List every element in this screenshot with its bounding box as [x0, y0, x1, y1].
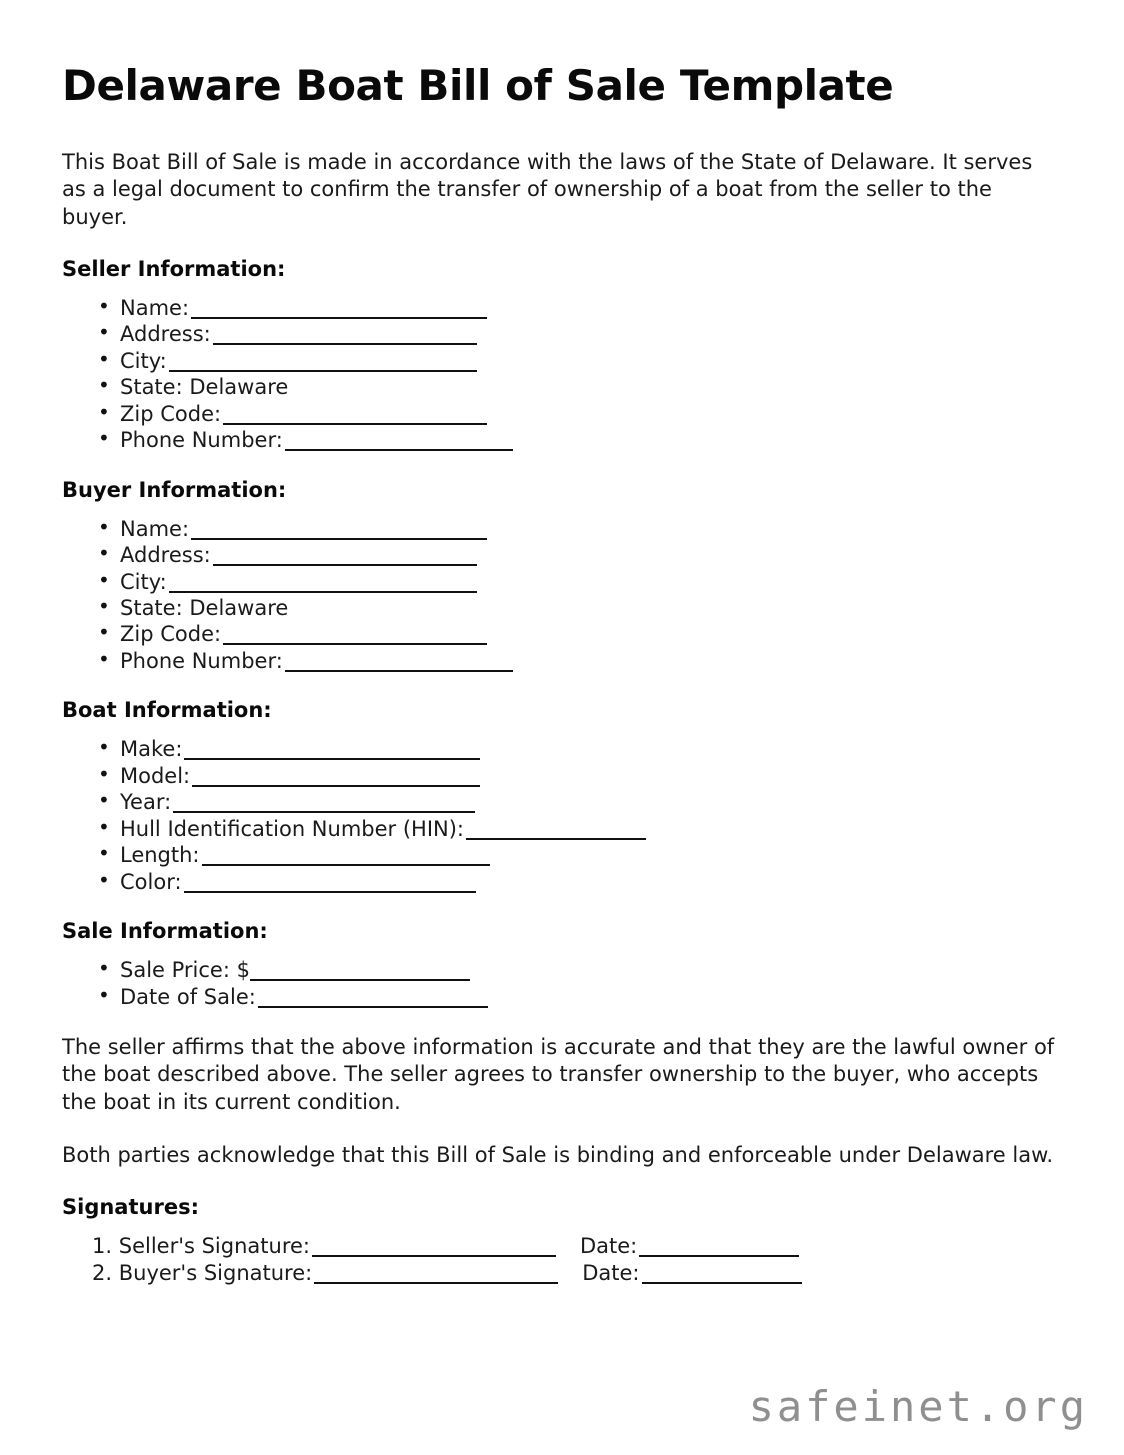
field-label-buyer-name: Name:	[120, 516, 190, 541]
buyer-signature-label: Buyer's Signature:	[118, 1261, 313, 1286]
affirmation-paragraph: The seller affirms that the above information is accurate and that they are the lawful owner of the boat described above. The seller agrees to transfer ownership to the buyer, who accepts the boat in its current condition.	[62, 1034, 1055, 1114]
page-title: Delaware Boat Bill of Sale Template	[62, 61, 894, 110]
buyer-signature-blank[interactable]	[314, 1282, 558, 1284]
field-label-seller-state: State:	[120, 375, 183, 400]
field-label-buyer-city: City:	[120, 569, 167, 594]
buyer-information-heading: Buyer Information:	[62, 477, 287, 502]
intro-paragraph: This Boat Bill of Sale is made in accordance with the laws of the State of Delaware. It serves as a legal document to confirm the transfer of ownership of a boat from the seller to the buyer.	[62, 150, 1033, 229]
site-watermark: safeinet.org	[748, 1382, 1088, 1431]
table-row	[92, 1260, 1062, 1287]
list-item	[98, 427, 1062, 453]
list-item	[98, 401, 1062, 427]
field-label-seller-zip: Zip Code:	[120, 401, 222, 426]
seller-date-blank[interactable]	[639, 1255, 799, 1257]
seller-fields-list	[62, 295, 1062, 454]
field-label-boat-color: Color:	[120, 869, 182, 894]
table-row	[92, 1233, 1062, 1260]
field-blank-sale-price[interactable]	[250, 979, 470, 981]
list-item	[98, 348, 1062, 374]
signatures-heading: Signatures:	[62, 1195, 199, 1220]
list-item	[98, 736, 1062, 762]
list-item	[98, 648, 1062, 674]
field-label-buyer-address: Address:	[120, 543, 211, 568]
field-blank-buyer-zip[interactable]	[223, 643, 487, 645]
field-blank-buyer-phone[interactable]	[285, 670, 513, 672]
list-item	[98, 321, 1062, 347]
seller-date-label: Date:	[579, 1234, 638, 1259]
buyer-date-blank[interactable]	[642, 1282, 802, 1284]
buyer-fields-list	[62, 516, 1062, 675]
field-label-boat-year: Year:	[120, 790, 172, 815]
list-item	[98, 984, 1062, 1010]
field-label-boat-hin: Hull Identification Number (HIN):	[120, 816, 464, 841]
seller-signature-label: Seller's Signature:	[118, 1234, 310, 1259]
list-item	[98, 869, 1062, 895]
list-item	[98, 957, 1062, 983]
field-blank-buyer-name[interactable]	[191, 538, 487, 540]
binding-paragraph: Both parties acknowledge that this Bill of Sale is binding and enforceable under Delaware law.	[62, 1142, 1054, 1167]
list-item	[98, 621, 1062, 647]
signature-rows-list	[62, 1233, 1062, 1288]
list-item	[98, 595, 1062, 621]
boat-fields-list	[62, 736, 1062, 895]
list-item	[98, 374, 1062, 400]
field-blank-seller-address[interactable]	[213, 343, 477, 345]
field-label-seller-name: Name:	[120, 295, 190, 320]
field-label-buyer-phone: Phone Number:	[120, 648, 283, 673]
field-label-boat-make: Make:	[120, 737, 183, 762]
seller-information-heading: Seller Information:	[62, 256, 286, 281]
field-label-buyer-zip: Zip Code:	[120, 622, 222, 647]
field-blank-buyer-address[interactable]	[213, 564, 477, 566]
field-blank-boat-model[interactable]	[192, 785, 480, 787]
field-blank-seller-name[interactable]	[191, 317, 487, 319]
field-label-date-of-sale: Date of Sale:	[120, 984, 256, 1009]
field-blank-buyer-city[interactable]	[169, 591, 477, 593]
field-label-sale-price: Sale Price: $	[120, 958, 250, 983]
sale-information-heading: Sale Information:	[62, 919, 268, 944]
field-label-boat-length: Length:	[120, 843, 200, 868]
field-blank-seller-zip[interactable]	[223, 423, 487, 425]
field-blank-boat-color[interactable]	[184, 891, 476, 893]
field-label-boat-model: Model:	[120, 763, 191, 788]
field-blank-boat-year[interactable]	[173, 811, 475, 813]
list-item	[98, 763, 1062, 789]
field-label-seller-city: City:	[120, 348, 167, 373]
field-blank-date-of-sale[interactable]	[258, 1006, 488, 1008]
list-item	[98, 789, 1062, 815]
field-blank-seller-phone[interactable]	[285, 449, 513, 451]
field-blank-boat-make[interactable]	[184, 758, 480, 760]
buyer-date-label: Date:	[582, 1261, 640, 1286]
list-item	[98, 542, 1062, 568]
list-item	[98, 842, 1062, 868]
boat-information-heading: Boat Information:	[62, 698, 272, 723]
field-label-seller-phone: Phone Number:	[120, 428, 283, 453]
seller-signature-blank[interactable]	[312, 1255, 556, 1257]
list-item	[98, 816, 1062, 842]
sale-fields-list	[62, 957, 1062, 1010]
list-item	[98, 569, 1062, 595]
field-blank-seller-city[interactable]	[169, 370, 477, 372]
field-label-seller-address: Address:	[120, 322, 211, 347]
list-item	[98, 295, 1062, 321]
field-blank-boat-hin[interactable]	[466, 838, 646, 840]
list-item	[98, 516, 1062, 542]
field-label-buyer-state: State:	[120, 596, 183, 620]
field-value-seller-state: Delaware	[189, 375, 289, 400]
field-blank-boat-length[interactable]	[202, 864, 490, 866]
field-value-buyer-state: Delaware	[189, 596, 289, 620]
